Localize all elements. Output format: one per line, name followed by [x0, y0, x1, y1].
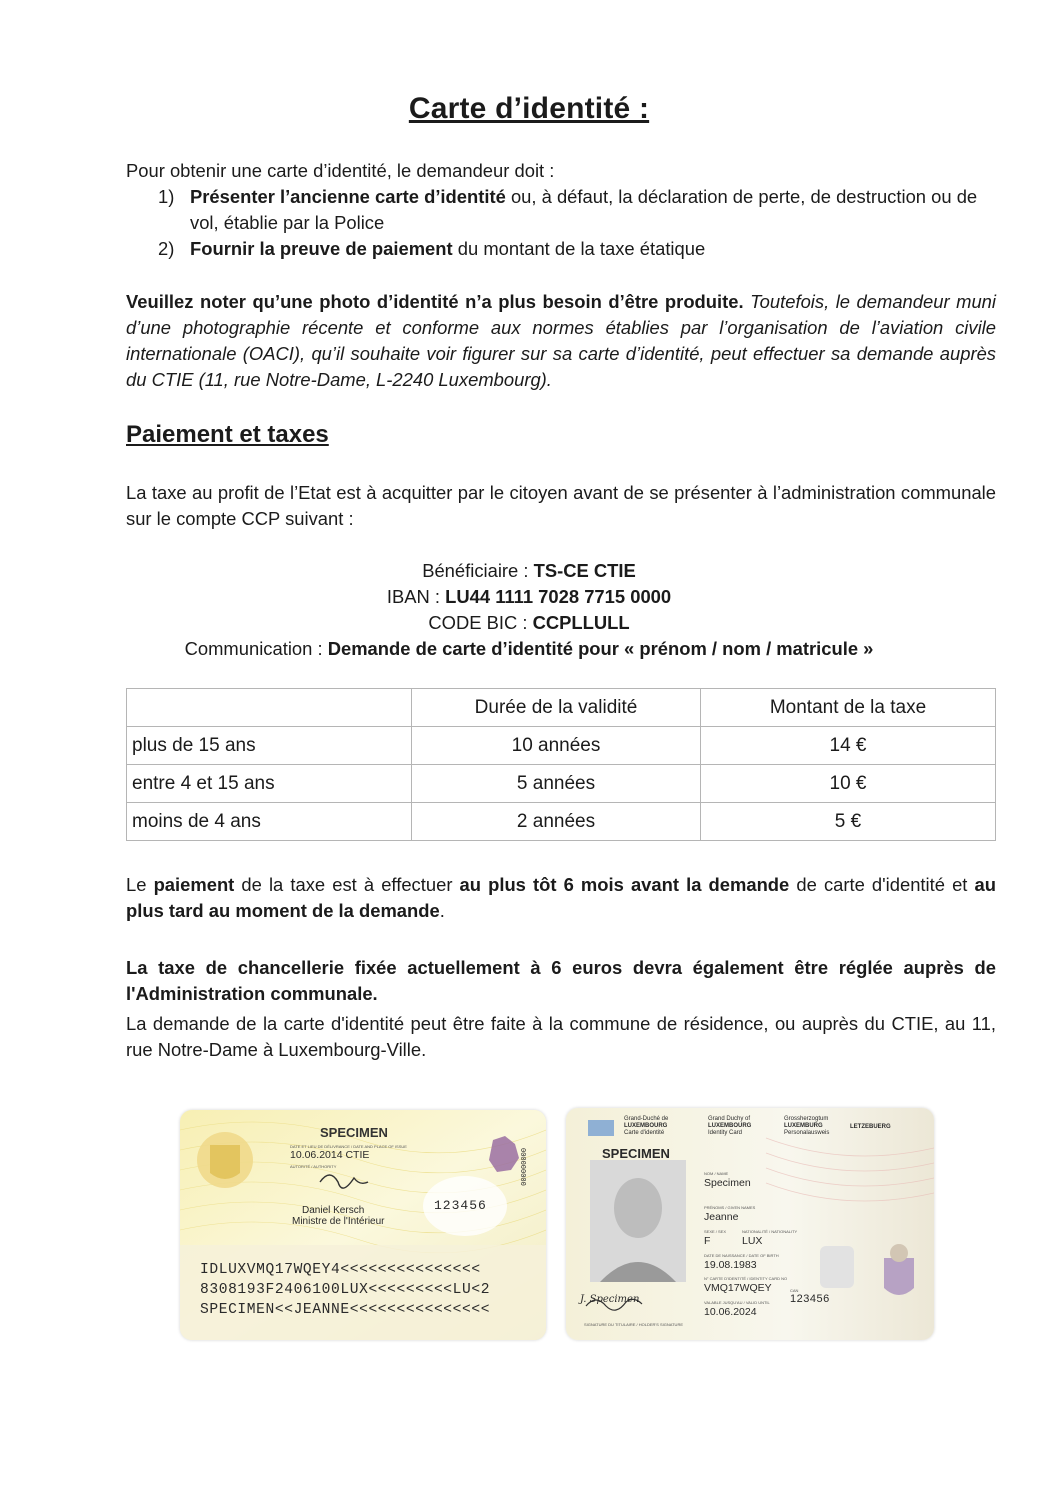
age-cell: plus de 15 ans — [127, 727, 412, 765]
validity-cell: 5 années — [412, 765, 701, 803]
communication-label: Communication : — [184, 638, 328, 659]
timing-bold: au plus tôt 6 mois avant la demande — [459, 874, 790, 895]
card-back-authority-label: AUTORITÉ / AUTHORITY — [290, 1164, 337, 1169]
photo-note-italic: Toutefois, le demandeur muni d’une photographie récente et conforme aux normes établies par l’organisation de l’aviation civile internationale (OACI), qu’il souhaite voir figurer sur sa carte d’identité, peut effectuer sa demande auprès du CTIE (11, rue Notre-Dame, L-2240 Luxembourg). — [126, 291, 996, 390]
card-back-date-value: 10.06.2014 CTIE — [290, 1149, 370, 1161]
payment-intro: La taxe au profit de l’Etat est à acquitter par le citoyen avant de se présenter à l’administration communale sur le compte CCP suivant : — [126, 482, 996, 529]
intro-text: Pour obtenir une carte d’identité, le demandeur doit : — [126, 160, 555, 181]
iban-value: LU44 1111 7028 7715 0000 — [445, 586, 672, 607]
mrz-line-1: IDLUXVMQ17WQEY4<<<<<<<<<<<<<<< — [200, 1262, 481, 1278]
birth-value: 19.08.1983 — [704, 1259, 757, 1271]
timing-bold: paiement — [153, 874, 235, 895]
iban-label: IBAN : — [386, 586, 446, 607]
beneficiary-line — [0, 558, 1058, 584]
timing-text: de la taxe est à effectuer — [234, 874, 460, 895]
can-value: 123456 — [790, 1293, 830, 1305]
list-number: 1) — [158, 186, 175, 207]
coat-of-arms-icon — [197, 1132, 253, 1188]
fee-cell: 5 € — [701, 803, 996, 841]
birth-label: DATE DE NAISSANCE / DATE OF BIRTH — [704, 1253, 779, 1258]
cardno-label: N° CARTE D'IDENTITÉ / IDENTITY CARD NO — [704, 1276, 788, 1281]
timing-text: . — [439, 900, 445, 921]
card-back-number: 123456 — [434, 1198, 487, 1213]
surname-label: NOM / NAME — [704, 1171, 729, 1176]
timing-text: de carte d'identité et — [789, 874, 975, 895]
cardno-value: VMQ17WQEY — [704, 1282, 772, 1294]
timing-text: Le — [126, 874, 154, 895]
given-value: Jeanne — [704, 1211, 739, 1223]
country-lb: LETZEBUERG — [850, 1124, 891, 1130]
bic-value: CCPLLULL — [532, 612, 630, 633]
requirement-text: ou, à défaut, la déclaration de perte, de destruction ou de vol, établie par la Police — [190, 186, 978, 233]
card-back-specimen: SPECIMEN — [320, 1125, 388, 1140]
mrz-line-3: SPECIMEN<<JEANNE<<<<<<<<<<<<<<< — [200, 1302, 491, 1318]
expiry-label: VALABLE JUSQU'AU / VALID UNTIL — [704, 1300, 770, 1305]
country-fr — [624, 1116, 668, 1137]
validity-cell: 10 années — [412, 727, 701, 765]
country-de — [784, 1116, 829, 1137]
communication-line — [0, 636, 1058, 662]
fee-cell: 10 € — [701, 765, 996, 803]
photo-note — [126, 289, 996, 393]
photo-note-bold: Veuillez noter qu’une photo d’identité n’a plus besoin d’être produite. — [126, 291, 744, 312]
fee-cell: 14 € — [701, 727, 996, 765]
communication-value: Demande de carte d’identité pour « prénom / nom / matricule » — [327, 638, 874, 659]
page-title: Carte d’identité : — [408, 92, 650, 125]
surname-value: Specimen — [704, 1177, 751, 1189]
sex-value: F — [704, 1235, 711, 1247]
table-row — [127, 727, 996, 765]
beneficiary-value: TS-CE CTIE — [533, 560, 636, 581]
fee-table — [126, 688, 996, 841]
eu-flag-icon — [588, 1120, 614, 1136]
nationality-label: NATIONALITÉ / NATIONALITY — [742, 1229, 798, 1234]
table-row — [127, 803, 996, 841]
table-header-cell: Durée de la validité — [412, 689, 701, 727]
country-fr-line: LUXEMBOURG — [624, 1123, 668, 1129]
id-card-back-image — [180, 1110, 546, 1340]
iban-line — [0, 584, 1058, 610]
where-to-apply: La demande de la carte d'identité peut être faite à la commune de résidence, ou auprès du CTIE, au 11, rue Notre-Dame à Luxembourg-Ville. — [126, 1013, 996, 1060]
payment-timing — [126, 872, 996, 924]
bic-label: CODE BIC : — [428, 612, 533, 633]
country-en-line: Identity Card — [708, 1130, 743, 1136]
country-en-line: LUXEMBOURG — [708, 1123, 752, 1129]
table-header-cell — [127, 689, 412, 727]
expiry-value: 10.06.2024 — [704, 1306, 757, 1318]
requirement-bold: Fournir la preuve de paiement — [190, 238, 453, 259]
given-label: PRÉNOMS / GIVEN NAMES — [704, 1205, 756, 1210]
can-label: CAN — [790, 1288, 799, 1293]
id-card-front-image — [566, 1108, 934, 1340]
timing-bold: au plus tard au moment de la demande — [126, 874, 996, 921]
card-front-specimen: SPECIMEN — [602, 1146, 670, 1161]
country-de-line: Grossherzogtum — [784, 1116, 829, 1122]
holder-signature: J. Specimen — [580, 1294, 640, 1305]
card-back-signer-name: Daniel Kersch — [302, 1205, 365, 1216]
country-fr-line: Carte d'identité — [624, 1130, 665, 1136]
bic-line — [0, 610, 1058, 636]
chancellery-fee-note: La taxe de chancellerie fixée actuellement à 6 euros devra également être réglée auprès de l'Administration communale. — [126, 957, 996, 1004]
requirement-bold: Présenter l’ancienne carte d’identité — [190, 186, 506, 207]
beneficiary-label: Bénéficiaire : — [422, 560, 534, 581]
ghost-photo — [820, 1246, 854, 1288]
list-number: 2) — [158, 238, 175, 259]
country-de-line: LUXEMBURG — [784, 1123, 823, 1129]
table-row — [127, 765, 996, 803]
country-de-line: Personalausweis — [784, 1130, 830, 1136]
nationality-value: LUX — [742, 1235, 763, 1247]
age-cell: moins de 4 ans — [127, 803, 412, 841]
section-heading: Paiement et taxes — [126, 421, 329, 448]
country-en-line: Grand Duchy of — [708, 1116, 751, 1122]
card-back-side-number: 000000000 — [518, 1148, 526, 1186]
card-back-signer-title: Ministre de l'Intérieur — [292, 1216, 385, 1227]
country-en — [708, 1116, 751, 1137]
requirement-text: du montant de la taxe étatique — [452, 238, 706, 259]
country-fr-line: Grand-Duché de — [624, 1116, 669, 1122]
signature-label: SIGNATURE DU TITULAIRE / HOLDER'S SIGNATURE — [584, 1322, 683, 1327]
table-header-row — [127, 689, 996, 727]
validity-cell: 2 années — [412, 803, 701, 841]
mrz-line-2: 8308193F2406100LUX<<<<<<<<<LU<2 — [200, 1282, 491, 1298]
age-cell: entre 4 et 15 ans — [127, 765, 412, 803]
table-header-cell: Montant de la taxe — [701, 689, 996, 727]
sex-label: SEXE / SEX — [704, 1229, 727, 1234]
card-back-date-label: DATE ET LIEU DE DÉLIVRANCE / DATE AND PLACE OF ISSUE — [290, 1144, 407, 1149]
